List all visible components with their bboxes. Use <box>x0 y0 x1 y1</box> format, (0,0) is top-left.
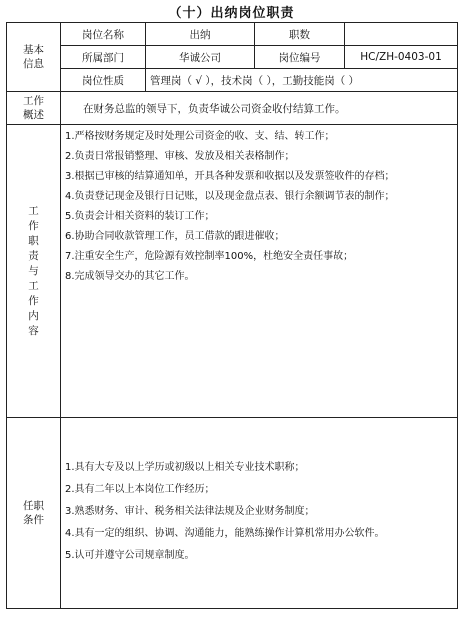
row-duties <box>7 125 458 418</box>
headcount-value <box>345 23 458 46</box>
duties-label: 工 作 职 责 与 工 作 内 容 <box>7 125 61 418</box>
page-title: （十）出纳岗位职责 <box>168 6 295 21</box>
requirements-list <box>61 418 458 609</box>
duties-list <box>61 125 458 418</box>
duty-item: 1.严格按财务规定及时处理公司资金的收、支、结、转工作； <box>65 131 335 142</box>
duty-item: 8.完成领导交办的其它工作。 <box>65 271 195 282</box>
duty-item: 5.负责会计相关资料的装订工作； <box>65 211 215 222</box>
position-code-value: HC/ZH-0403-01 <box>345 46 458 69</box>
position-nature-value: 管理岗（ √ ），技术岗（ ），工勤技能岗（ ） <box>146 69 458 92</box>
department-value: 华诚公司 <box>146 46 255 69</box>
department-key: 所属部门 <box>61 46 146 69</box>
position-code-key: 岗位编号 <box>255 46 345 69</box>
row-department <box>7 46 458 69</box>
position-nature-key: 岗位性质 <box>61 69 146 92</box>
requirement-item: 2.具有二年以上本岗位工作经历； <box>65 483 215 495</box>
row-requirements <box>7 418 458 609</box>
duty-item: 7.注重安全生产，危险源有效控制率100%，杜绝安全责任事故； <box>65 251 354 262</box>
position-name-key: 岗位名称 <box>61 23 146 46</box>
overview-label: 工作 概述 <box>7 92 61 125</box>
duty-item: 2.负责日常报销整理、审核、发放及相关表格制作； <box>65 151 295 162</box>
requirement-item: 3.熟悉财务、审计、税务相关法律法规及企业财务制度； <box>65 505 315 517</box>
job-description-table <box>6 22 458 609</box>
duty-item: 4.负责登记现金及银行日记账，以及现金盘点表、银行余额调节表的制作； <box>65 191 395 202</box>
position-name-value: 出纳 <box>146 23 255 46</box>
requirement-item: 1.具有大专及以上学历或初级以上相关专业技术职称； <box>65 461 305 473</box>
requirement-item: 5.认可并遵守公司规章制度。 <box>65 549 195 561</box>
headcount-key: 职数 <box>255 23 345 46</box>
basic-info-label: 基本 信息 <box>7 23 61 92</box>
row-position-nature <box>7 69 458 92</box>
overview-text: 在财务总监的领导下，负责华诚公司资金收付结算工作。 <box>61 92 458 125</box>
duty-item: 6.协助合同收款管理工作，员工借款的跟进催收； <box>65 231 285 242</box>
duty-item: 3.根据已审核的结算通知单，开具各种发票和收据以及发票签收件的存档； <box>65 171 395 182</box>
row-overview <box>7 92 458 125</box>
row-position-name <box>7 23 458 46</box>
requirement-item: 4.具有一定的组织、协调、沟通能力，能熟练操作计算机常用办公软件。 <box>65 527 385 539</box>
requirements-label: 任职 条件 <box>7 418 61 609</box>
